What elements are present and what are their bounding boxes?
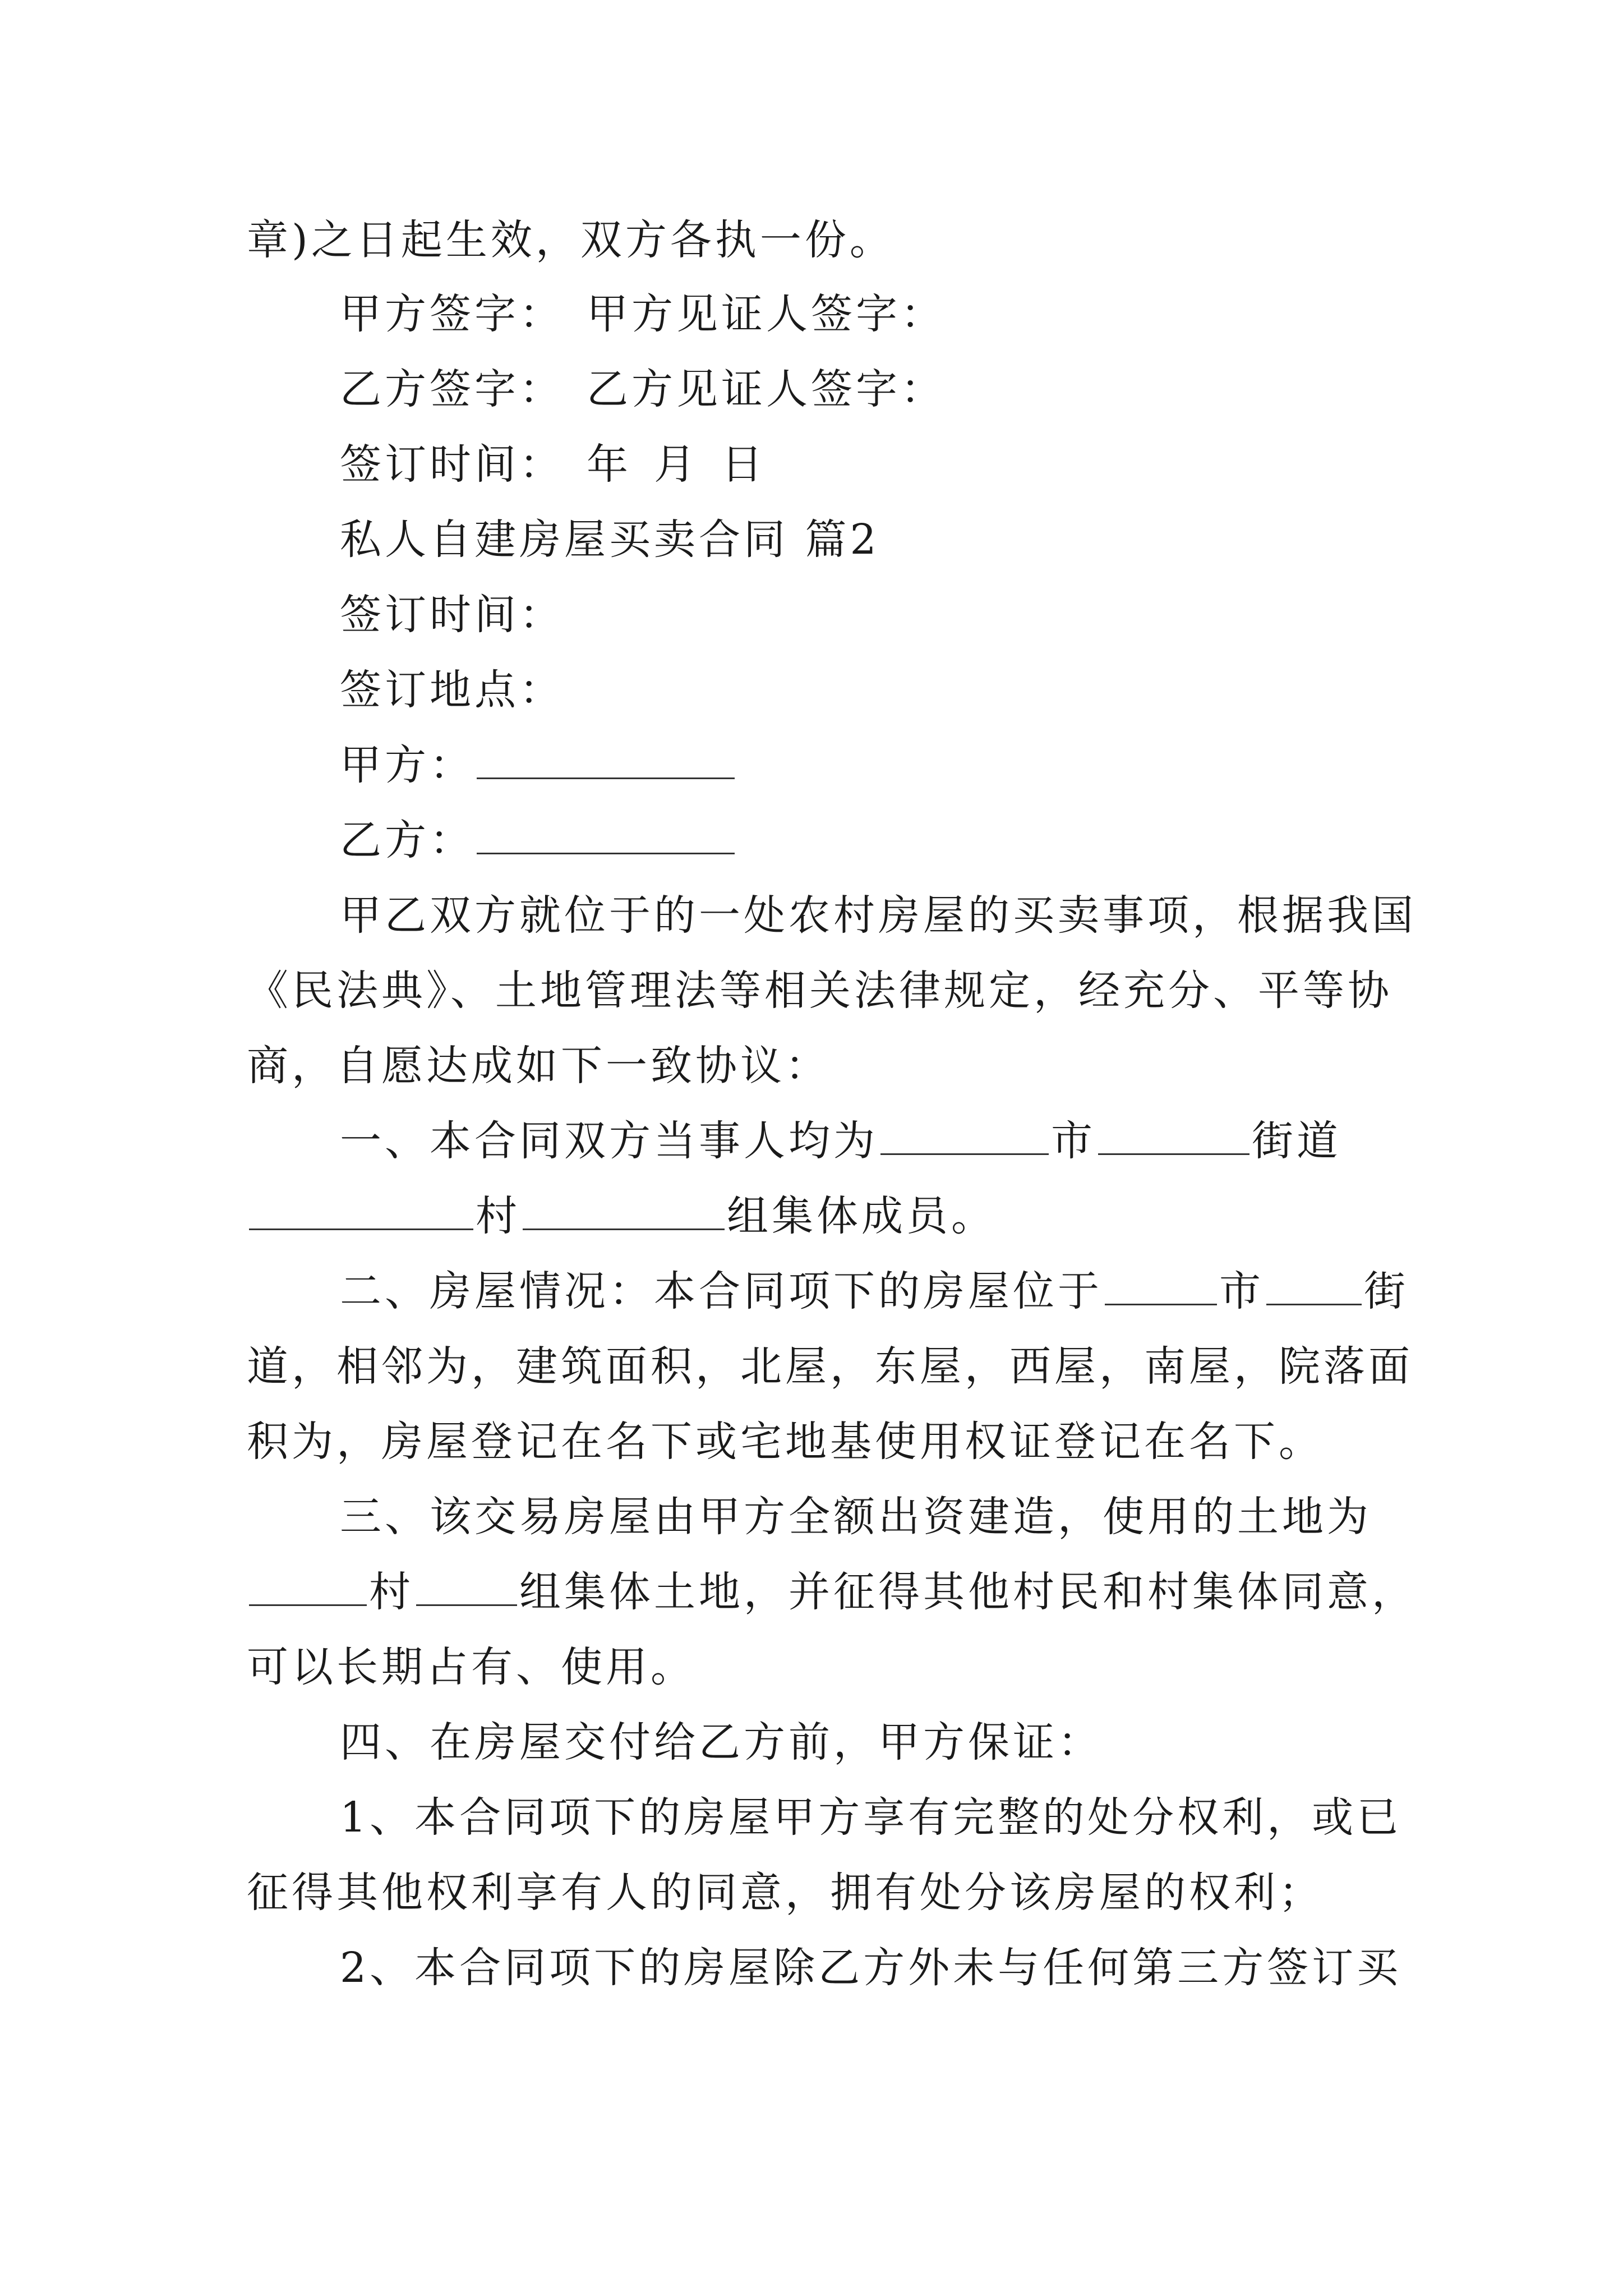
city-blank[interactable] xyxy=(1105,1264,1217,1305)
clause-2-line xyxy=(340,1263,1409,1319)
text-line: 可以长期占有、使用。 xyxy=(247,1643,695,1691)
street-label: 街 xyxy=(1364,1267,1409,1315)
text-line: 四、在房屋交付给乙方前，甲方保证： xyxy=(340,1718,1103,1766)
village-blank[interactable] xyxy=(249,1189,473,1230)
clause-1-line-2 xyxy=(247,1188,996,1244)
city-label: 市 xyxy=(1219,1267,1264,1315)
party-b-label: 乙方： xyxy=(340,816,474,864)
city-blank[interactable] xyxy=(880,1114,1049,1155)
clause-3-text: 组集体土地，并征得其他村民和村集体同意， xyxy=(519,1568,1417,1616)
street-label: 街道 xyxy=(1252,1117,1341,1165)
signing-time-label: 签订时间： xyxy=(340,591,564,639)
party-b-witness-label: 乙方见证人签字： xyxy=(587,365,946,413)
text-line: 道，相邻为，建筑面积，北屋，东屋，西屋，南屋，院落面 xyxy=(247,1342,1413,1391)
group-blank[interactable] xyxy=(416,1565,517,1606)
text-line: 甲乙双方就位于的一处农村房屋的买卖事项，根据我国 xyxy=(340,891,1417,940)
village-blank[interactable] xyxy=(249,1565,367,1606)
day-label: 日 xyxy=(721,440,766,489)
party-b-line xyxy=(340,812,737,868)
city-label: 市 xyxy=(1051,1117,1096,1165)
street-blank[interactable] xyxy=(1098,1114,1249,1155)
clause-1-text: 一、本合同双方当事人均为 xyxy=(340,1117,878,1165)
street-blank[interactable] xyxy=(1266,1264,1362,1305)
clause-3-line-2 xyxy=(247,1564,1417,1620)
party-a-line xyxy=(340,737,737,793)
group-label: 组集体成员。 xyxy=(727,1192,996,1240)
party-a-witness-label: 甲方见证人签字： xyxy=(587,290,946,338)
section-title: 私人自建房屋买卖合同 篇2 xyxy=(340,516,880,564)
party-b-blank[interactable] xyxy=(477,813,735,854)
party-a-signature-label: 甲方签字： xyxy=(340,290,564,338)
text-line: 积为，房屋登记在名下或宅地基使用权证登记在名下。 xyxy=(247,1418,1324,1466)
text-line: 商，自愿达成如下一致协议： xyxy=(247,1042,830,1090)
clause-2-text: 二、房屋情况：本合同项下的房屋位于 xyxy=(340,1267,1103,1315)
party-a-signature-line xyxy=(340,286,946,342)
text-line: 章)之日起生效，双方各执一份。 xyxy=(247,216,895,264)
group-blank[interactable] xyxy=(523,1189,725,1230)
village-label: 村 xyxy=(369,1568,414,1616)
month-label: 月 xyxy=(654,440,699,489)
clause-1-line xyxy=(340,1113,1341,1169)
party-a-blank[interactable] xyxy=(477,738,735,779)
party-b-signature-line xyxy=(340,361,946,417)
year-label: 年 xyxy=(587,440,631,489)
party-b-signature-label: 乙方签字： xyxy=(340,365,564,413)
text-line: 征得其他权利享有人的同意，拥有处分该房屋的权利； xyxy=(247,1869,1324,1917)
text-line: 三、该交易房屋由甲方全额出资建造，使用的土地为 xyxy=(340,1493,1372,1541)
text-line: 2、本合同项下的房屋除乙方外未与任何第三方签订买 xyxy=(340,1944,1402,1992)
signing-date-label: 签订时间： xyxy=(340,440,564,489)
text-line: 1、本合同项下的房屋甲方享有完整的处分权利，或已 xyxy=(340,1793,1402,1842)
signing-place-label: 签订地点： xyxy=(340,666,564,714)
signing-date-line xyxy=(340,436,766,493)
party-a-label: 甲方： xyxy=(340,741,474,789)
village-label: 村 xyxy=(476,1192,520,1240)
text-line: 《民法典》、土地管理法等相关法律规定，经充分、平等协 xyxy=(247,967,1393,1015)
